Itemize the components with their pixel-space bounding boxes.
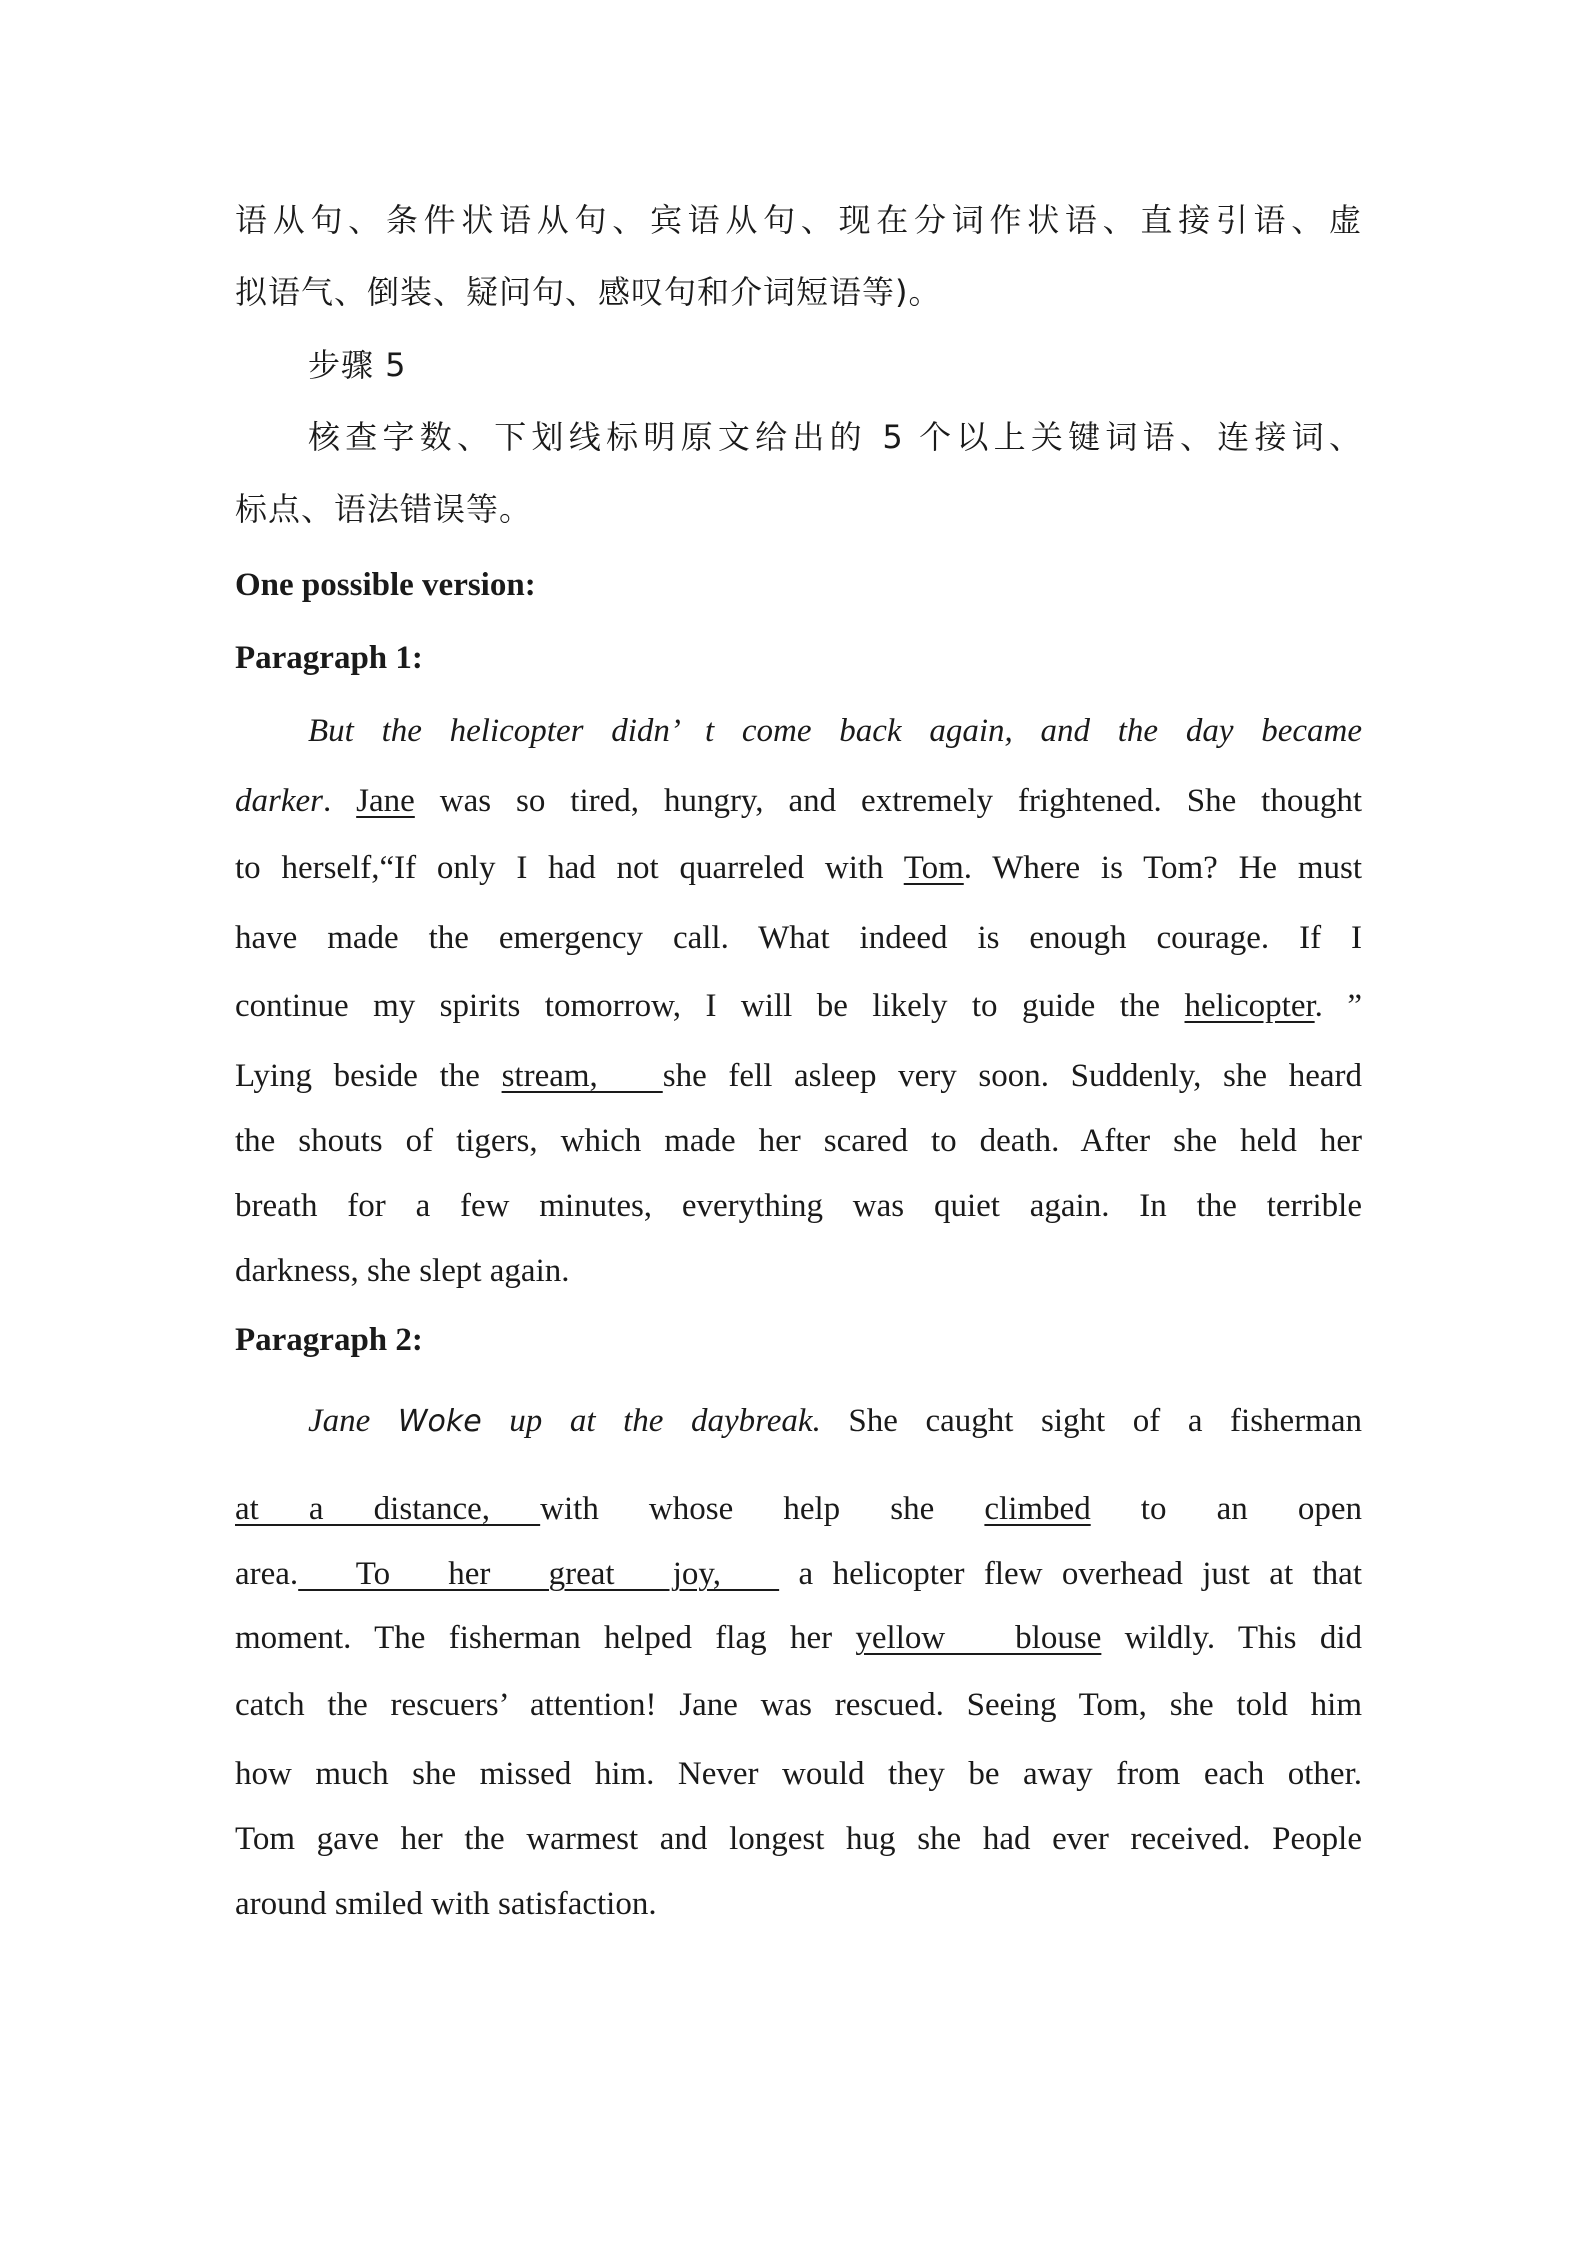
p1-line-8: breath for a few minutes, everything was quiet again. In the terrible bbox=[235, 1188, 1362, 1224]
paragraph-1-title: Paragraph 1: bbox=[235, 640, 423, 676]
step5-line-2: 标点、语法错误等。 bbox=[235, 490, 533, 528]
p2-text: a helicopter flew overhead just at that bbox=[779, 1556, 1362, 1592]
p1-line-3 bbox=[235, 844, 1362, 892]
p1-italic-darker: darker bbox=[235, 783, 323, 819]
p2-text: moment. The fisherman helped flag her bbox=[235, 1620, 856, 1656]
p1-line-7: the shouts of tigers, which made her scared to death. After she held her bbox=[235, 1123, 1362, 1159]
p2-line-6: how much she missed him. Never would they be away from each other. bbox=[235, 1756, 1362, 1792]
p2-text: with whose help she bbox=[540, 1491, 985, 1527]
p1-line-1: But the helicopter didn’ t come back again, and the day became bbox=[308, 713, 1362, 749]
p1-line-5 bbox=[235, 982, 1362, 1030]
p1-line-2 bbox=[235, 777, 1362, 825]
p1-text: she fell asleep very soon. Suddenly, she heard bbox=[662, 1058, 1362, 1094]
p2-line-1 bbox=[308, 1397, 1362, 1446]
version-heading: One possible version: bbox=[235, 567, 536, 603]
p1-text: . ” bbox=[1314, 988, 1362, 1024]
p2-text: wildly. This did bbox=[1101, 1620, 1363, 1656]
p2-line-8: around smiled with satisfaction. bbox=[235, 1886, 657, 1922]
underlined-climbed: climbed bbox=[984, 1491, 1091, 1527]
p1-text: . Where is Tom? He must bbox=[963, 850, 1363, 886]
p1-text: Lying beside the bbox=[235, 1058, 502, 1094]
p2-line-2 bbox=[235, 1485, 1362, 1533]
step5-title: 步骤 5 bbox=[308, 346, 407, 384]
p1-line-4: have made the emergency call. What indeed is enough courage. If I bbox=[235, 920, 1362, 956]
p2-italic: Jane bbox=[308, 1403, 398, 1439]
underlined-helicopter: helicopter bbox=[1184, 988, 1315, 1024]
p2-text: She caught sight of a fisherman bbox=[820, 1403, 1363, 1439]
p1-text: to herself,“If only I had not quarreled with bbox=[235, 850, 904, 886]
p1-text: was so tired, hungry, and extremely frightened. She thought bbox=[414, 783, 1362, 819]
intro-line-1: 语从句、条件状语从句、宾语从句、现在分词作状语、直接引语、虚 bbox=[235, 201, 1362, 239]
underlined-yellow-blouse: yellow blouse bbox=[855, 1620, 1102, 1656]
underlined-tom: Tom bbox=[903, 850, 964, 886]
underlined-at-a-distance: at a distance, bbox=[235, 1491, 541, 1527]
p2-line-3 bbox=[235, 1550, 1362, 1598]
underlined-jane: Jane bbox=[356, 783, 415, 819]
intro-line-2: 拟语气、倒装、疑问句、感叹句和介词短语等)。 bbox=[235, 273, 942, 311]
p1-text: continue my spirits tomorrow, I will be likely to guide the bbox=[235, 988, 1185, 1024]
p2-text: area. bbox=[235, 1556, 299, 1592]
p2-line-5: catch the rescuers’ attention! Jane was rescued. Seeing Tom, she told him bbox=[235, 1687, 1362, 1723]
handwritten-woke: Woke bbox=[397, 1404, 482, 1439]
step5-line-1: 核查字数、下划线标明原文给出的 5 个以上关键词语、连接词、 bbox=[308, 418, 1362, 456]
p1-line-6 bbox=[235, 1052, 1362, 1100]
p2-italic: up at the daybreak. bbox=[481, 1403, 821, 1439]
underlined-to-her-great-joy: To her great joy, bbox=[298, 1556, 780, 1592]
underlined-stream: stream, bbox=[501, 1058, 663, 1094]
p2-line-4 bbox=[235, 1614, 1362, 1662]
paragraph-2-title: Paragraph 2: bbox=[235, 1322, 423, 1358]
p2-line-7: Tom gave her the warmest and longest hug she had ever received. People bbox=[235, 1821, 1362, 1857]
p1-line-9: darkness, she slept again. bbox=[235, 1253, 570, 1289]
p2-text: to an open bbox=[1090, 1491, 1362, 1527]
p1-text: . bbox=[322, 783, 357, 819]
